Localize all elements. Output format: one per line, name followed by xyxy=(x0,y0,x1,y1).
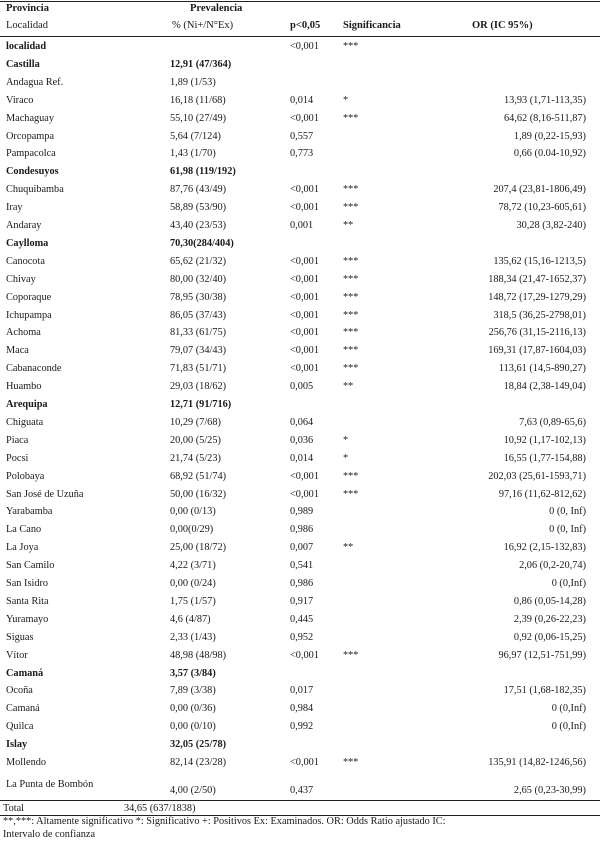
cell-odds-ratio: 97,16 (11,62-812,62) xyxy=(498,488,586,500)
cell-odds-ratio: 135,62 (15,16-1213,5) xyxy=(493,255,586,267)
cell-p-value: 0,007 xyxy=(290,542,314,554)
table-row xyxy=(0,110,600,127)
cell-significancia: *** xyxy=(343,202,359,214)
cell-prevalencia: 50,00 (16/32) xyxy=(170,488,227,500)
cell-p-value: 0,986 xyxy=(290,578,314,589)
cell-prevalencia: 70,30(284/404) xyxy=(170,237,234,249)
cell-prevalencia: 1,89 (1/53) xyxy=(170,76,216,88)
cell-localidad: Chuquibamba xyxy=(6,184,64,196)
cell-localidad: Huambo xyxy=(6,381,42,393)
cell-localidad: Andaray xyxy=(6,220,42,231)
cell-localidad: Chivay xyxy=(6,273,36,285)
cell-odds-ratio: 16,55 (1,77-154,88) xyxy=(503,452,586,464)
cell-localidad: La Cano xyxy=(6,524,42,536)
cell-localidad: localidad xyxy=(6,41,47,52)
cell-significancia: *** xyxy=(343,649,359,661)
cell-significancia: *** xyxy=(343,345,359,357)
cell-localidad: Castilla xyxy=(6,58,40,70)
cell-p-value: 0,992 xyxy=(290,721,314,733)
table-group-row xyxy=(0,736,600,753)
cell-odds-ratio: 148,72 (17,29-1279,29) xyxy=(488,291,586,303)
cell-prevalencia: 0,00 (0/13) xyxy=(170,506,216,518)
cell-prevalencia: 0,00(0/29) xyxy=(170,524,214,536)
cell-significancia: *** xyxy=(343,309,359,321)
table-row xyxy=(0,307,600,324)
cell-odds-ratio: 78,72 (10,23-605,61) xyxy=(498,202,586,214)
cell-significancia: ** xyxy=(343,220,354,231)
cell-p-value: <0,001 xyxy=(290,202,319,214)
cell-prevalencia: 80,00 (32/40) xyxy=(170,273,227,285)
cell-odds-ratio: 135,91 (14,82-1246,56) xyxy=(488,757,586,768)
cell-prevalencia: 1,43 (1/70) xyxy=(170,148,216,160)
cell-odds-ratio: 30,28 (3,82-240) xyxy=(516,220,586,231)
cell-odds-ratio: 7,63 (0,89-65,6) xyxy=(519,416,586,428)
header-localidad: Localidad xyxy=(6,20,48,31)
cell-localidad: Islay xyxy=(6,739,28,751)
cell-p-value: <0,001 xyxy=(290,112,319,124)
cell-prevalencia: 81,33 (61/75) xyxy=(170,327,227,339)
cell-p-value: <0,001 xyxy=(290,291,319,303)
cell-odds-ratio: 0 (0, Inf) xyxy=(549,524,586,536)
table-row xyxy=(0,199,600,216)
table-row xyxy=(0,611,600,628)
cell-p-value: 0,917 xyxy=(290,595,314,607)
table-row xyxy=(0,181,600,198)
cell-prevalencia: 5,64 (7/124) xyxy=(170,130,221,142)
table-row xyxy=(0,629,600,646)
cell-significancia: ** xyxy=(343,381,354,393)
table-group-row xyxy=(0,396,600,413)
cell-localidad: Andagua Ref. xyxy=(6,76,64,88)
header-significancia: Significancia xyxy=(343,20,401,31)
cell-prevalencia: 12,91 (47/364) xyxy=(170,58,232,70)
cell-p-value: 0,557 xyxy=(290,130,314,142)
table-group-row xyxy=(0,38,600,55)
cell-odds-ratio: 18,84 (2,38-149,04) xyxy=(503,381,586,393)
table-row xyxy=(0,271,600,288)
cell-localidad: Chiguata xyxy=(6,416,44,428)
cell-odds-ratio: 113,61 (14,5-890,27) xyxy=(498,363,586,375)
cell-p-value: 0,064 xyxy=(290,416,314,428)
cell-prevalencia: 4,22 (3/71) xyxy=(170,560,216,572)
cell-prevalencia: 4,00 (2/50) xyxy=(170,784,216,796)
cell-prevalencia: 68,92 (51/74) xyxy=(170,470,227,482)
cell-prevalencia: 61,98 (119/192) xyxy=(170,166,236,178)
cell-prevalencia: 1,75 (1/57) xyxy=(170,595,216,607)
cell-odds-ratio: 0 (0,Inf) xyxy=(551,703,586,715)
cell-prevalencia: 0,00 (0/36) xyxy=(170,703,216,715)
cell-p-value: 0,541 xyxy=(290,560,314,572)
table-row xyxy=(0,217,600,234)
cell-p-value: <0,001 xyxy=(290,184,319,196)
cell-odds-ratio: 17,51 (1,68-182,35) xyxy=(503,685,586,697)
cell-prevalencia: 43,40 (23/53) xyxy=(170,220,227,231)
table-row xyxy=(0,145,600,162)
cell-localidad: Mollendo xyxy=(6,757,47,768)
cell-prevalencia: 16,18 (11/68) xyxy=(170,94,226,106)
cell-prevalencia: 65,62 (21/32) xyxy=(170,255,227,267)
table-group-row xyxy=(0,665,600,682)
cell-p-value: 0,989 xyxy=(290,506,314,518)
cell-odds-ratio: 2,39 (0,26-22,23) xyxy=(513,613,586,625)
table-group-row xyxy=(0,163,600,180)
cell-p-value: <0,001 xyxy=(290,363,319,375)
cell-localidad: La Joya xyxy=(6,542,39,554)
cell-prevalencia: 20,00 (5/25) xyxy=(170,434,221,446)
cell-odds-ratio: 0 (0, Inf) xyxy=(549,506,586,518)
table-row xyxy=(0,378,600,395)
cell-localidad: Cabanaconde xyxy=(6,363,62,375)
cell-localidad: Ichupampa xyxy=(6,309,52,321)
cell-odds-ratio: 318,5 (36,25-2798,01) xyxy=(493,309,586,321)
cell-localidad: Viraco xyxy=(6,94,34,106)
cell-p-value: 0,986 xyxy=(290,524,314,536)
cell-significancia: *** xyxy=(343,363,359,375)
cell-significancia: *** xyxy=(343,273,359,285)
cell-prevalencia: 2,33 (1/43) xyxy=(170,631,216,643)
top-rule xyxy=(0,1,600,2)
cell-prevalencia: 29,03 (18/62) xyxy=(170,381,227,393)
table-row xyxy=(0,521,600,538)
cell-p-value: <0,001 xyxy=(290,327,319,339)
cell-p-value: 0,014 xyxy=(290,452,314,464)
footnote-line-2: Intervalo de confianza xyxy=(3,829,96,840)
cell-localidad: Achoma xyxy=(6,327,41,339)
cell-localidad: Orcopampa xyxy=(6,130,55,142)
cell-odds-ratio: 256,76 (31,15-2116,13) xyxy=(488,327,586,339)
cell-prevalencia: 4,6 (4/87) xyxy=(170,613,211,625)
cell-significancia: * xyxy=(343,434,349,446)
cell-localidad: Iray xyxy=(6,202,23,214)
cell-odds-ratio: 2,65 (0,23-30,99) xyxy=(513,784,586,796)
table-row xyxy=(0,289,600,306)
table-group-row xyxy=(0,56,600,73)
cell-significancia: *** xyxy=(343,255,359,267)
table-group-row xyxy=(0,235,600,252)
table-row xyxy=(0,539,600,556)
cell-prevalencia: 82,14 (23/28) xyxy=(170,757,227,768)
cell-odds-ratio: 188,34 (21,47-1652,37) xyxy=(488,273,586,285)
cell-odds-ratio: 1,89 (0,22-15,93) xyxy=(513,130,586,142)
cell-localidad: Caylloma xyxy=(6,237,49,249)
cell-p-value: <0,001 xyxy=(290,649,319,661)
cell-localidad: San Camilo xyxy=(6,560,55,572)
cell-prevalencia: 55,10 (27/49) xyxy=(170,112,227,124)
cell-significancia: *** xyxy=(343,112,359,124)
cell-p-value: <0,001 xyxy=(290,488,319,500)
cell-prevalencia: 10,29 (7/68) xyxy=(170,416,221,428)
cell-p-value: 0,017 xyxy=(290,685,314,697)
cell-significancia: *** xyxy=(343,488,359,500)
table-row xyxy=(0,718,600,735)
header-prev-unit: % (Ni+/N°Ex) xyxy=(172,20,234,31)
cell-odds-ratio: 0 (0,Inf) xyxy=(551,721,586,733)
cell-odds-ratio: 2,06 (0,2-20,74) xyxy=(519,560,586,572)
cell-odds-ratio: 13,93 (1,71-113,35) xyxy=(504,94,586,106)
cell-p-value: 0,014 xyxy=(290,94,314,106)
cell-p-value: <0,001 xyxy=(290,309,319,321)
cell-prevalencia: 25,00 (18/72) xyxy=(170,542,227,554)
table-row xyxy=(0,128,600,145)
cell-localidad: Camaná xyxy=(6,667,44,679)
cell-prevalencia: 0,00 (0/10) xyxy=(170,721,216,733)
header-rule xyxy=(0,36,600,37)
table-row xyxy=(0,324,600,341)
table-row xyxy=(0,360,600,377)
cell-significancia: * xyxy=(343,452,349,464)
cell-prevalencia: 58,89 (53/90) xyxy=(170,202,227,214)
table-row xyxy=(0,700,600,717)
table-row xyxy=(0,754,600,771)
cell-prevalencia: 0,00 (0/24) xyxy=(170,578,216,589)
cell-significancia: * xyxy=(343,94,349,106)
table-row xyxy=(0,503,600,520)
cell-odds-ratio: 10,92 (1,17-102,13) xyxy=(503,434,586,446)
table-row xyxy=(0,92,600,109)
table-row xyxy=(0,432,600,449)
cell-significancia: *** xyxy=(343,291,359,303)
cell-localidad: Coporaque xyxy=(6,291,52,303)
table-row xyxy=(0,557,600,574)
table-row xyxy=(0,253,600,270)
cell-prevalencia: 79,07 (34/43) xyxy=(170,345,227,357)
cell-localidad: San José de Uzuña xyxy=(6,488,84,500)
cell-odds-ratio: 96,97 (12,51-751,99) xyxy=(498,649,586,661)
cell-localidad: Vítor xyxy=(6,649,28,661)
cell-localidad: Canocota xyxy=(6,255,45,267)
cell-p-value: <0,001 xyxy=(290,470,319,482)
cell-odds-ratio: 0,66 (0.04-10,92) xyxy=(513,148,586,160)
cell-significancia: *** xyxy=(343,327,359,339)
cell-significancia: *** xyxy=(343,184,359,196)
table-row xyxy=(0,593,600,610)
cell-significancia: ** xyxy=(343,542,354,554)
cell-localidad: Siguas xyxy=(6,631,34,643)
cell-odds-ratio: 169,31 (17,87-1604,03) xyxy=(488,345,586,357)
table-row xyxy=(0,342,600,359)
cell-p-value: <0,001 xyxy=(290,255,319,267)
cell-p-value: 0,952 xyxy=(290,631,314,643)
cell-significancia: *** xyxy=(343,41,359,52)
cell-localidad: La Punta de Bombón xyxy=(6,778,94,790)
header-or: OR (IC 95%) xyxy=(472,20,533,31)
table-row xyxy=(0,486,600,503)
cell-localidad: Arequipa xyxy=(6,399,48,410)
cell-odds-ratio: 0,86 (0,05-14,28) xyxy=(513,595,586,607)
cell-significancia: *** xyxy=(343,757,359,768)
cell-prevalencia: 3,57 (3/84) xyxy=(170,667,216,679)
cell-prevalencia: 71,83 (51/71) xyxy=(170,363,227,375)
cell-localidad: Yuramayo xyxy=(6,613,49,625)
table-row xyxy=(0,74,600,91)
cell-localidad: Piaca xyxy=(6,434,29,446)
cell-p-value: 0,445 xyxy=(290,613,314,625)
table-row xyxy=(0,682,600,699)
cell-odds-ratio: 207,4 (23,81-1806,49) xyxy=(493,184,586,196)
cell-localidad: Yarabamba xyxy=(6,506,53,518)
header-p: p<0,05 xyxy=(290,20,321,31)
cell-p-value: <0,001 xyxy=(290,41,319,52)
cell-odds-ratio: 0 (0,Inf) xyxy=(551,578,586,589)
cell-prevalencia: 48,98 (48/98) xyxy=(170,649,227,661)
cell-localidad: Pocsi xyxy=(6,452,29,464)
cell-prevalencia: 86,05 (37/43) xyxy=(170,309,227,321)
table-row xyxy=(0,647,600,664)
cell-significancia: *** xyxy=(343,470,359,482)
total-label: Total xyxy=(3,803,25,814)
cell-localidad: Quilca xyxy=(6,721,34,733)
cell-localidad: Condesuyos xyxy=(6,166,59,178)
total-value: 34,65 (637/1838) xyxy=(124,803,196,814)
cell-localidad: Ocoña xyxy=(6,685,33,697)
cell-localidad: Maca xyxy=(6,345,29,357)
footnote-line-1: **,***: Altamente significativo *: Significativo +: Positivos Ex: Examinados. OR: Odds Ratio ajustado IC: xyxy=(3,816,446,827)
cell-prevalencia: 32,05 (25/78) xyxy=(170,739,227,751)
table-row xyxy=(0,450,600,467)
cell-p-value: 0,773 xyxy=(290,148,314,160)
cell-p-value: 0,437 xyxy=(290,784,314,796)
cell-prevalencia: 12,71 (91/716) xyxy=(170,399,232,410)
table-row xyxy=(0,468,600,485)
cell-localidad: Polobaya xyxy=(6,470,45,482)
cell-prevalencia: 78,95 (30/38) xyxy=(170,291,227,303)
cell-odds-ratio: 64,62 (8,16-511,87) xyxy=(504,112,586,124)
header-prevalencia: Prevalencia xyxy=(190,3,243,14)
cell-p-value: <0,001 xyxy=(290,757,319,768)
cell-localidad: Camaná xyxy=(6,703,40,715)
cell-localidad: Santa Rita xyxy=(6,595,49,607)
header-provincia: Provincia xyxy=(6,3,49,14)
cell-p-value: <0,001 xyxy=(290,345,319,357)
cell-prevalencia: 7,89 (3/38) xyxy=(170,685,216,697)
cell-p-value: 0,036 xyxy=(290,434,314,446)
cell-localidad: San Isidro xyxy=(6,578,49,589)
cell-odds-ratio: 202,03 (25,61-1593,71) xyxy=(488,470,586,482)
cell-odds-ratio: 0,92 (0,06-15,25) xyxy=(513,631,586,643)
cell-odds-ratio: 16,92 (2,15-132,83) xyxy=(503,542,586,554)
cell-localidad: Pampacolca xyxy=(6,148,56,160)
cell-p-value: 0,001 xyxy=(290,220,314,231)
cell-p-value: <0,001 xyxy=(290,273,319,285)
cell-prevalencia: 87,76 (43/49) xyxy=(170,184,227,196)
cell-prevalencia: 21,74 (5/23) xyxy=(170,452,221,464)
cell-p-value: 0,005 xyxy=(290,381,314,393)
cell-p-value: 0,984 xyxy=(290,703,314,715)
cell-localidad: Machaguay xyxy=(6,112,55,124)
table-row xyxy=(0,575,600,592)
table-row xyxy=(0,414,600,431)
footnote xyxy=(3,815,599,841)
